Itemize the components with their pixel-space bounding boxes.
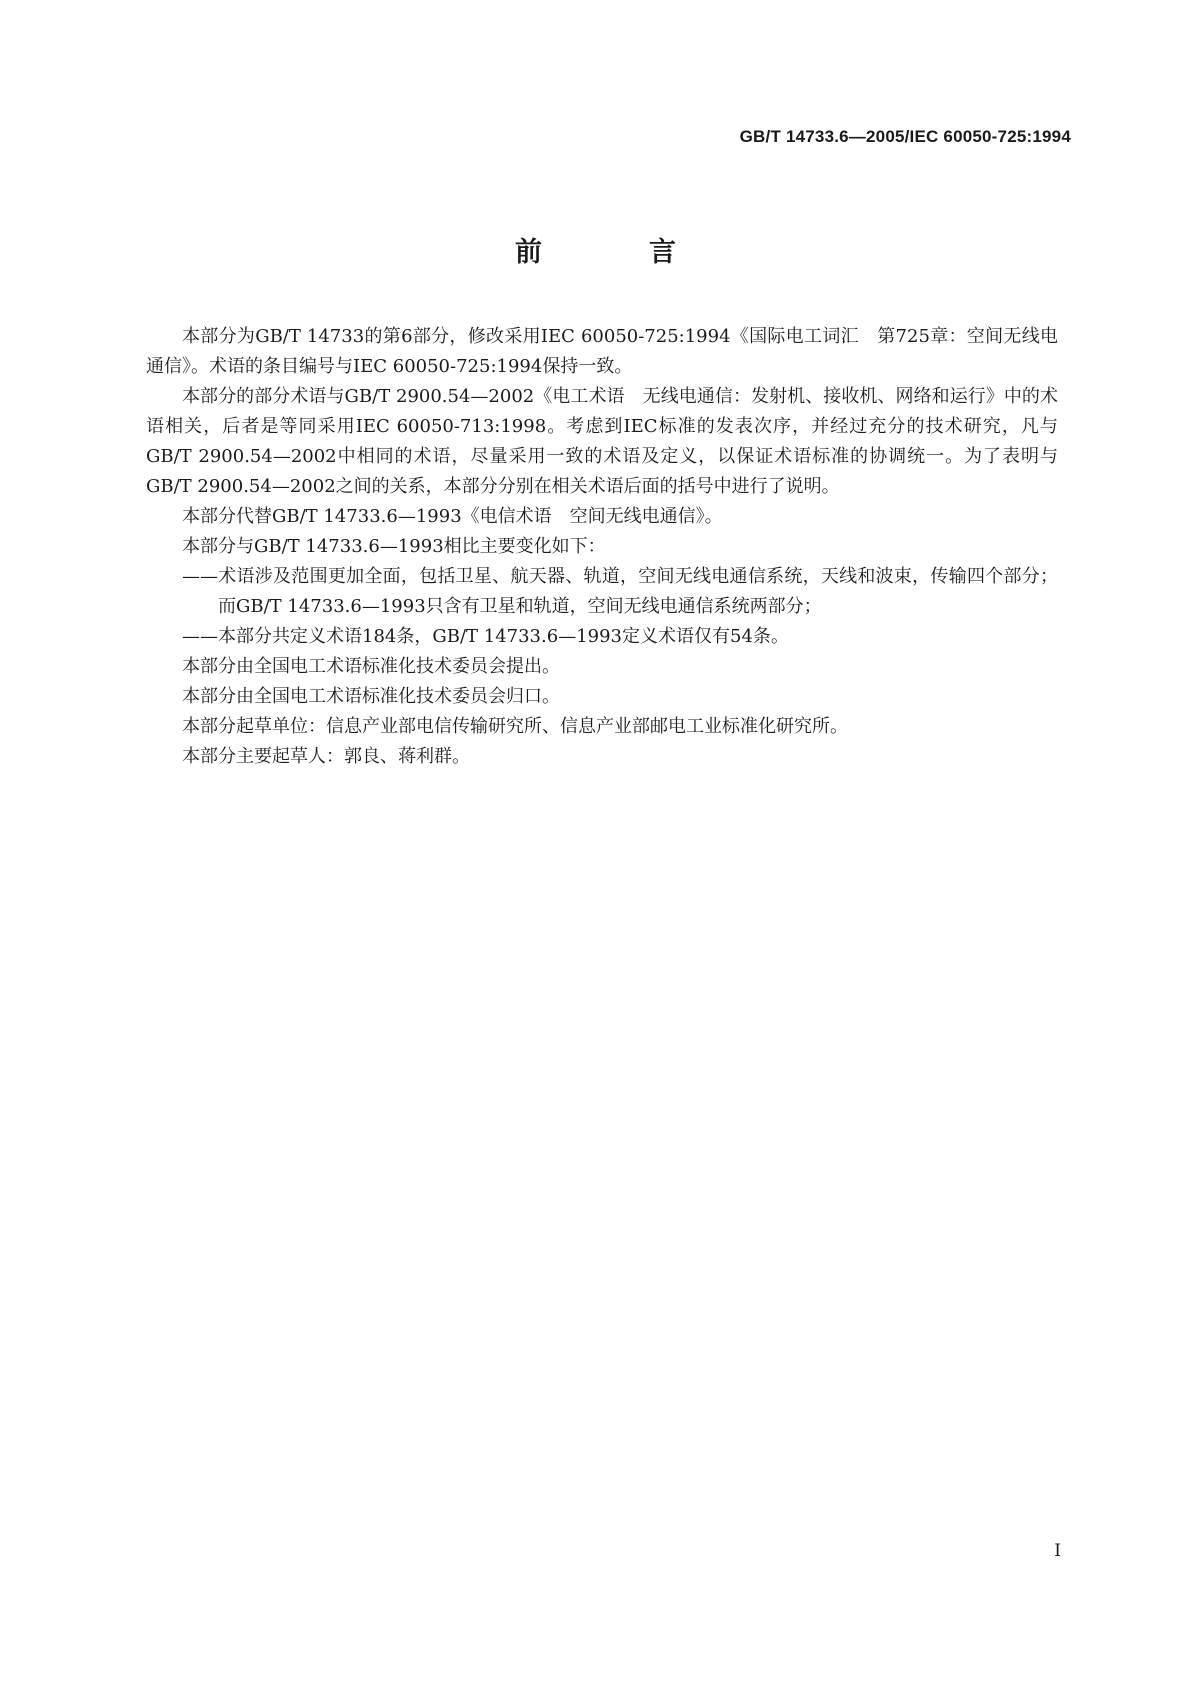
paragraph-drafters: 本部分主要起草人：郭良、蒋利群。 <box>182 746 470 767</box>
foreword-body <box>146 322 1058 772</box>
paragraph-replaces: 本部分代替GB/T 14733.6—1993《电信术语 空间无线电通信》。 <box>182 506 723 527</box>
paragraph-proposed-by: 本部分由全国电工术语标准化技术委员会提出。 <box>182 656 560 677</box>
paragraph-drafting-units: 本部分起草单位：信息产业部电信传输研究所、信息产业部邮电工业标准化研究所。 <box>182 716 848 737</box>
change-item: ——术语涉及范围更加全面，包括卫星、航天器、轨道，空间无线电通信系统，天线和波束，传输四个部分；而GB/T 14733.6—1993只含有卫星和轨道，空间无线电通信系统两部分； <box>182 566 1058 617</box>
paragraph-scope: 本部分为GB/T 14733的第6部分，修改采用IEC 60050-725:1994《国际电工词汇 第725章：空间无线电通信》。术语的条目编号与IEC 60050-725:1994保持一致。 <box>146 326 1058 377</box>
page-number: I <box>1054 1541 1061 1561</box>
paragraph-related-terms: 本部分的部分术语与GB/T 2900.54—2002《电工术语 无线电通信：发射机、接收机、网络和运行》中的术语相关，后者是等同采用IEC 60050-713:1998。考虑到IEC标准的发表次序，并经过充分的技术研究，凡与GB/T 2900.54—2002中相同的术语，尽量采用一致的术语及定义，以保证术语标准的协调统一。为了表明与GB/T 2900.54—2002之间的关系，本部分分别在相关术语后面的括号中进行了说明。 <box>146 386 1058 497</box>
paragraph-centralized-by: 本部分由全国电工术语标准化技术委员会归口。 <box>182 686 560 707</box>
page-title: 前 言 <box>515 237 716 268</box>
paragraph-changes-intro: 本部分与GB/T 14733.6—1993相比主要变化如下： <box>182 536 606 557</box>
change-item: ——本部分共定义术语184条，GB/T 14733.6—1993定义术语仅有54条。 <box>182 626 789 647</box>
standard-code-header: GB/T 14733.6—2005/IEC 60050-725:1994 <box>739 127 1071 146</box>
